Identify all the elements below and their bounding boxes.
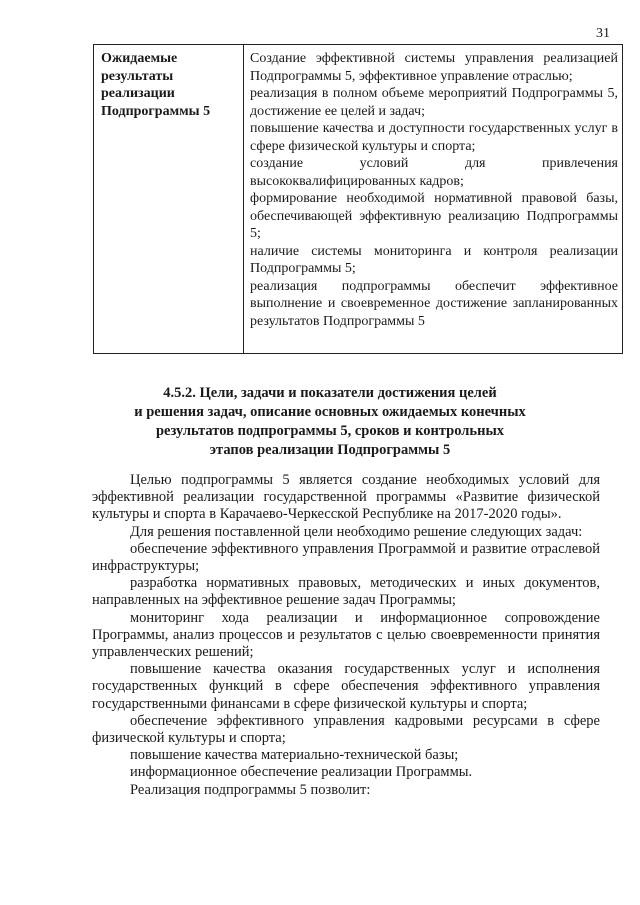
- paragraph: мониторинг хода реализации и информационное сопровождение Программы, анализ процессов и результатов с целью своевременности принятия управленческих решений;: [92, 609, 600, 661]
- paragraph: обеспечение эффективного управления Программой и развитие отраслевой инфраструктуры;: [92, 540, 600, 575]
- paragraph: повышение качества материально-технической базы;: [130, 747, 459, 764]
- result-item: формирование необходимой нормативной правовой базы, обеспечивающей эффективную реализацию Подпрограммы 5;: [250, 191, 618, 241]
- heading-line: этапов реализации Подпрограммы 5: [209, 442, 451, 458]
- paragraph: Целью подпрограммы 5 является создание необходимых условий для эффективной реализации государственной программы «Развитие физической культуры и спорта в Карачаево-Черкесской Республике на 2017-2020 годы».: [92, 472, 600, 523]
- paragraph: повышение качества оказания государственных услуг и исполнения государственных функций в сфере обеспечения эффективного управления государственными финансами в сфере физической культуры и спорта;: [92, 661, 600, 712]
- paragraph: обеспечение эффективного управления кадровыми ресурсами в сфере физической культуры и спорта;: [92, 712, 600, 747]
- paragraph: Реализация подпрограммы 5 позволит:: [130, 781, 371, 798]
- result-item: реализация в полном объеме мероприятий Подпрограммы 5, достижение ее целей и задач;: [250, 86, 618, 119]
- result-item: Создание эффективной системы управления реализацией Подпрограммы 5, эффективное управление отраслью;: [250, 51, 618, 84]
- result-item: реализация подпрограммы обеспечит эффективное выполнение и своевременное достижение запланированных результатов Подпрограммы 5: [250, 278, 618, 329]
- heading-line: 4.5.2. Цели, задачи и показатели достижения целей: [163, 385, 497, 401]
- section-body: [92, 472, 600, 799]
- result-item: создание условий для привлечения высококвалифицированных кадров;: [250, 156, 618, 189]
- expected-results-table: [93, 44, 623, 354]
- paragraph: информационное обеспечение реализации Программы.: [130, 764, 473, 781]
- page-number: 31: [596, 26, 610, 41]
- paragraph: разработка нормативных правовых, методических и иных документов, направленных на эффективное решение задач Программы;: [92, 575, 600, 609]
- table-row-label: Ожидаемые результаты реализации Подпрограммы 5: [101, 51, 211, 119]
- heading-line: результатов подпрограммы 5, сроков и контрольных: [155, 423, 505, 439]
- result-item: повышение качества и доступности государственных услуг в сфере физической культуры и спорта;: [250, 121, 618, 154]
- table-results-cell: [250, 50, 618, 330]
- section-heading: [110, 384, 550, 460]
- paragraph: Для решения поставленной цели необходимо решение следующих задач:: [130, 523, 583, 540]
- result-item: наличие системы мониторинга и контроля реализации Подпрограммы 5;: [250, 243, 618, 276]
- heading-line: и решения задач, описание основных ожидаемых конечных: [134, 404, 526, 420]
- table-column-divider: [243, 45, 244, 353]
